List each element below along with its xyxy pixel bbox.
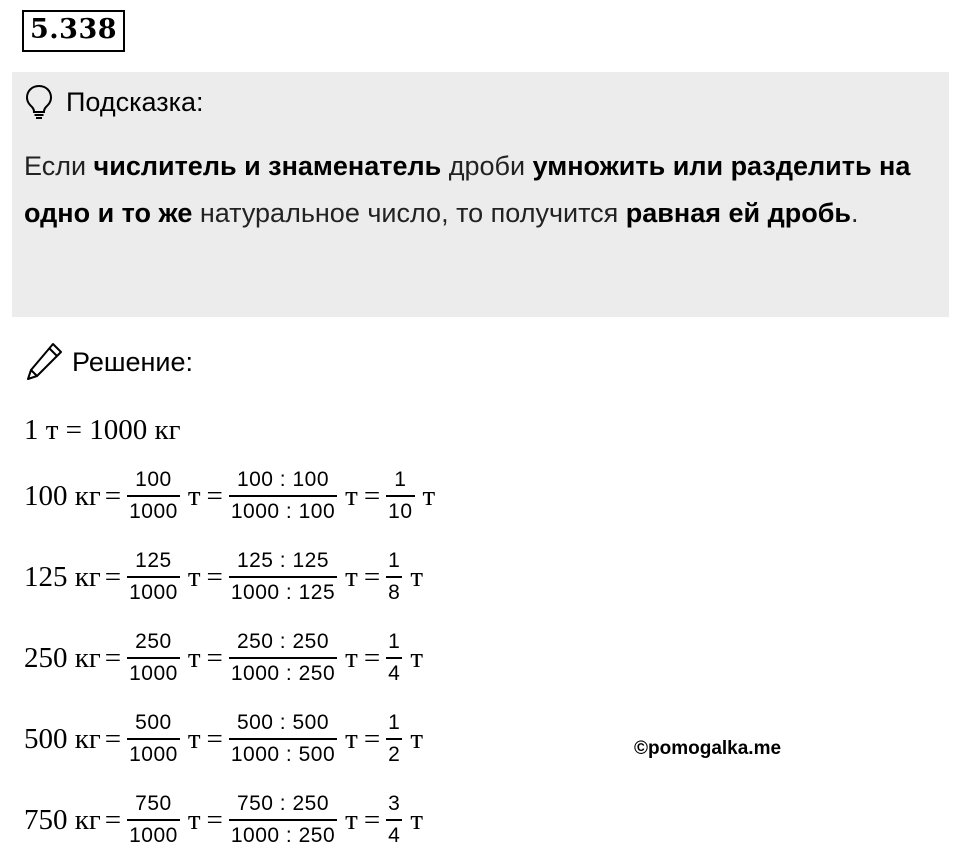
hint-text: [24, 143, 929, 237]
numerator: 500: [127, 711, 180, 740]
fraction: [229, 792, 337, 848]
denominator: 10: [388, 500, 413, 523]
unit-tonne: т: [410, 803, 424, 836]
fraction: [229, 711, 337, 767]
equals-sign: =: [104, 560, 122, 593]
equals-sign: =: [104, 722, 122, 755]
fraction: [127, 468, 180, 524]
equals-sign: =: [363, 560, 381, 593]
denominator: 1000 : 500: [230, 743, 336, 766]
denominator: 4: [388, 662, 401, 685]
fraction: [127, 792, 180, 848]
equals-sign: =: [206, 722, 223, 755]
numerator: 1: [386, 630, 402, 659]
equals-sign: =: [206, 560, 223, 593]
solution-line: [24, 549, 425, 605]
equals-sign: =: [104, 803, 122, 836]
fraction: [229, 468, 337, 524]
equals-sign: =: [104, 641, 122, 674]
denominator: 2: [388, 743, 401, 766]
numerator: 1: [386, 549, 402, 578]
equals-sign: =: [363, 803, 381, 836]
equals-sign: =: [363, 479, 381, 512]
hint-text-segment: натуральное число, то получится: [192, 198, 626, 228]
equals-sign: =: [206, 641, 223, 674]
numerator: 750 : 250: [229, 792, 337, 821]
hint-text-segment: Если: [24, 151, 94, 181]
watermark: ©pomogalka.me: [634, 738, 782, 759]
denominator: 4: [388, 824, 401, 847]
denominator: 1000: [129, 500, 178, 523]
numerator: 500 : 500: [229, 711, 337, 740]
numerator: 125: [127, 549, 180, 578]
lightbulb-icon: [24, 84, 54, 120]
numerator: 1: [386, 711, 402, 740]
unit-tonne: т: [410, 641, 424, 674]
equals-sign: =: [363, 641, 381, 674]
numerator: 250 : 250: [229, 630, 337, 659]
mass-kg: 750 кг: [24, 803, 101, 836]
hint-text-segment: дроби: [441, 151, 533, 181]
unit-tonne: т: [410, 722, 424, 755]
unit-tonne: т: [187, 641, 201, 674]
denominator: 1000 : 250: [230, 824, 336, 847]
fraction: [386, 711, 402, 767]
denominator: 1000: [129, 662, 178, 685]
numerator: 250: [127, 630, 180, 659]
fraction: [127, 630, 180, 686]
unit-tonne: т: [187, 803, 201, 836]
denominator: 1000: [129, 824, 178, 847]
equals-sign: =: [104, 479, 122, 512]
unit-tonne: т: [345, 479, 358, 512]
solution-line: [24, 468, 437, 524]
unit-tonne: т: [345, 560, 358, 593]
fraction: [386, 468, 414, 524]
mass-kg: 250 кг: [24, 641, 101, 674]
unit-tonne: т: [187, 722, 201, 755]
numerator: 750: [127, 792, 180, 821]
mass-kg: 500 кг: [24, 722, 101, 755]
solution-title: Решение:: [72, 346, 194, 377]
hint-header: [24, 82, 204, 122]
hint-text-bold: числитель и знаменатель: [93, 151, 442, 181]
numerator: 100 : 100: [229, 468, 337, 497]
fraction: [127, 711, 180, 767]
unit-tonne: т: [422, 479, 436, 512]
mass-kg: 100 кг: [24, 479, 101, 512]
unit-tonne: т: [187, 560, 201, 593]
numerator: 100: [127, 468, 180, 497]
solution-intro: 1 т = 1000 кг: [24, 413, 181, 446]
unit-tonne: т: [345, 803, 358, 836]
equals-sign: =: [206, 479, 223, 512]
fraction: [127, 549, 180, 605]
fraction: [386, 549, 402, 605]
fraction: [386, 792, 402, 848]
pencil-icon: [24, 341, 64, 383]
hint-text-segment: .: [850, 198, 859, 228]
fraction: [229, 549, 337, 605]
solution-header: [24, 340, 193, 384]
denominator: 1000: [129, 581, 178, 604]
denominator: 1000 : 100: [230, 500, 336, 523]
unit-tonne: т: [410, 560, 424, 593]
equals-sign: =: [206, 803, 223, 836]
unit-tonne: т: [345, 722, 358, 755]
solution-line: [24, 792, 425, 848]
equals-sign: =: [363, 722, 381, 755]
denominator: 1000: [129, 743, 178, 766]
unit-tonne: т: [187, 479, 201, 512]
denominator: 1000 : 125: [230, 581, 336, 604]
mass-kg: 125 кг: [24, 560, 101, 593]
hint-title: Подсказка:: [66, 86, 204, 117]
solution-line: [24, 711, 425, 767]
unit-tonne: т: [345, 641, 358, 674]
denominator: 8: [388, 581, 401, 604]
hint-text-bold: умножить или разделить на одно и то же: [24, 151, 911, 228]
task-number: 5.338: [22, 10, 125, 52]
numerator: 125 : 125: [229, 549, 337, 578]
denominator: 1000 : 250: [230, 662, 336, 685]
hint-text-bold: равная ей дробь: [625, 198, 851, 228]
numerator: 3: [386, 792, 402, 821]
solution-line: [24, 630, 425, 686]
fraction: [229, 630, 337, 686]
numerator: 1: [386, 468, 414, 497]
fraction: [386, 630, 402, 686]
